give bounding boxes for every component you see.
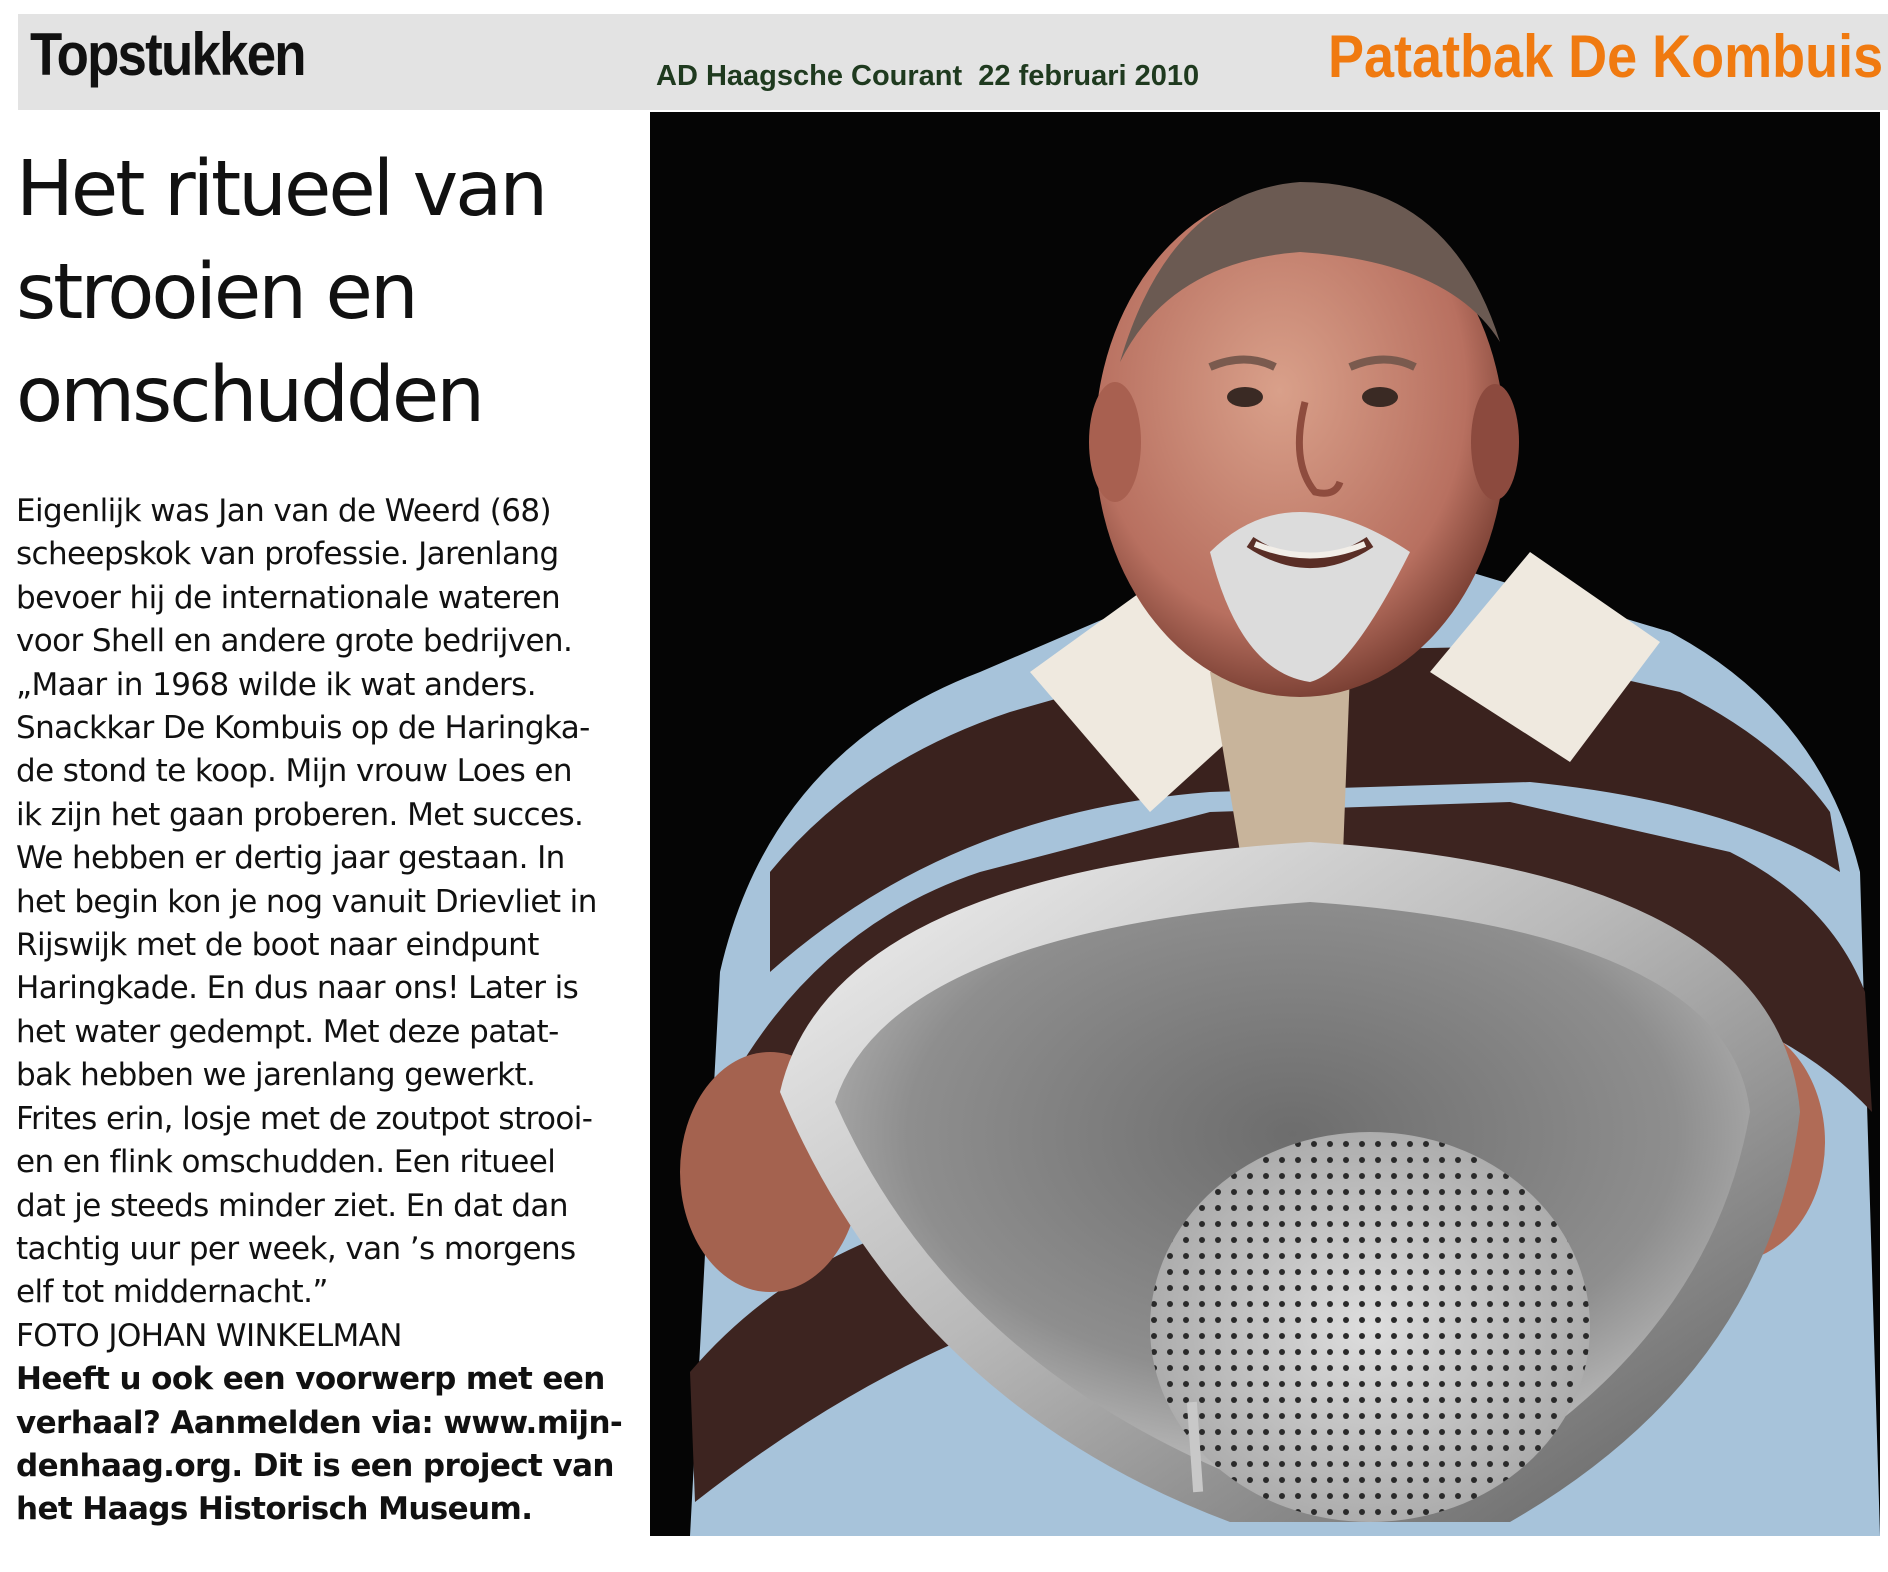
body-line: „Maar in 1968 wilde ik wat anders. [16,666,536,703]
body-line: voor Shell en andere grote bedrijven. [16,623,573,660]
headline-line: omschudden [16,351,483,440]
body-line: dat je steeds minder ziet. En dat dan [16,1187,568,1224]
call-to-action-line: denhaag.org. Dit is een project van [16,1447,614,1484]
body-line: en en flink omschudden. Een ritueel [16,1144,556,1181]
article-kicker: Patatbak De Kombuis [1328,23,1884,90]
call-to-action-line: verhaal? Aanmelden via: www.mijn- [16,1404,623,1441]
body-line: scheepskok van professie. Jarenlang [16,536,559,573]
body-line: de stond te koop. Mijn vrouw Loes en [16,753,572,790]
call-to-action-line: het Haags Historisch Museum. [16,1491,533,1528]
body-line: ik zijn het gaan proberen. Met succes. [16,796,584,833]
portrait-illustration [650,112,1880,1536]
body-line: Frites erin, losje met de zoutpot strooi- [16,1100,593,1137]
headline [16,138,636,447]
body-line: het begin kon je nog vanuit Drievliet in [16,883,597,920]
body-line: elf tot middernacht.” [16,1274,328,1311]
body-line: het water gedempt. Met deze patat- [16,1013,559,1050]
article-photo [650,112,1880,1536]
body-line: Eigenlijk was Jan van de Weerd (68) [16,493,552,529]
body-line: Snackkar De Kombuis op de Haringka- [16,710,590,747]
body-line: Haringkade. En dus naar ons! Later is [16,970,579,1007]
body-line: bevoer hij de internationale wateren [16,579,561,616]
photo-credit: FOTO JOHAN WINKELMAN [16,1317,402,1354]
body-line: We hebben er dertig jaar gestaan. In [16,840,565,877]
section-label: Topstukken [30,21,305,88]
article-body [16,490,636,1532]
headline-line: Het ritueel van [16,145,546,234]
headline-line: strooien en [16,248,416,337]
call-to-action-line: Heeft u ook een voorwerp met een [16,1361,605,1398]
body-line: tachtig uur per week, van ’s morgens [16,1230,576,1267]
body-line: bak hebben we jarenlang gewerkt. [16,1057,536,1094]
body-line: Rijswijk met de boot naar eindpunt [16,927,539,964]
publication-date: AD Haagsche Courant 22 februari 2010 [656,60,1200,92]
